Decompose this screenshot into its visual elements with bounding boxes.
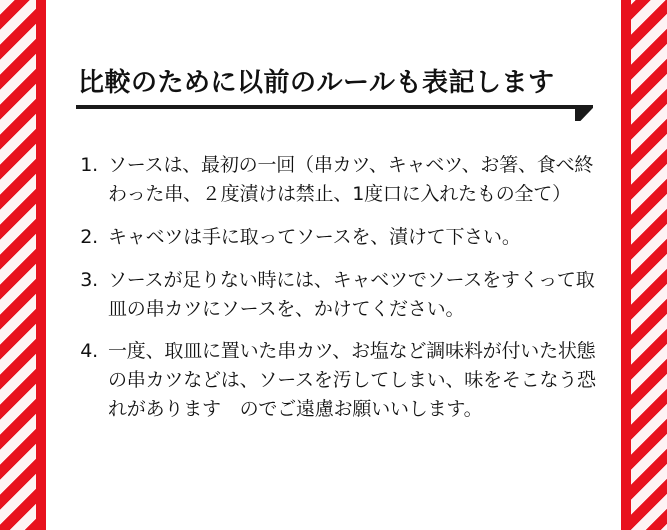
list-item	[68, 151, 599, 209]
list-item	[68, 223, 599, 252]
title-underline-bar	[76, 105, 579, 109]
rules-list	[68, 151, 599, 424]
list-item-number: 1.	[80, 154, 98, 176]
list-item-number: 4.	[80, 340, 98, 363]
list-item-number: 3.	[80, 268, 98, 291]
list-item-number: 2.	[80, 225, 98, 248]
title-underline	[76, 105, 593, 119]
list-item	[68, 266, 599, 324]
title-underline-tail	[575, 105, 593, 121]
title-highlight-char: 比	[78, 62, 105, 99]
list-item	[68, 337, 599, 424]
left-decorative-border	[0, 0, 46, 530]
title-block	[68, 62, 599, 129]
page-title	[78, 62, 599, 99]
poster-content	[46, 0, 621, 530]
right-decorative-border	[621, 0, 667, 530]
list-item-text: キャベツは手に取ってソースを、漬けて下さい。	[108, 225, 521, 248]
list-item-text: ソースは、最初の一回（串カツ、キャベツ、お箸、食べ終わった串、２度漬けは禁止、1度口に入れたもの全て）	[108, 154, 594, 205]
title-rest: 較のために以前のルールも表記します	[104, 68, 555, 98]
list-item-text: 一度、取皿に置いた串カツ、お塩など調味料が付いた状態の串カツなどは、ソースを汚してしまい、味をそこなう恐れがあります のでご遠慮お願いいします。	[108, 340, 596, 421]
list-item-text: ソースが足りない時には、キャベツでソースをすくって取皿の串カツにソースを、かけてください。	[108, 268, 595, 320]
